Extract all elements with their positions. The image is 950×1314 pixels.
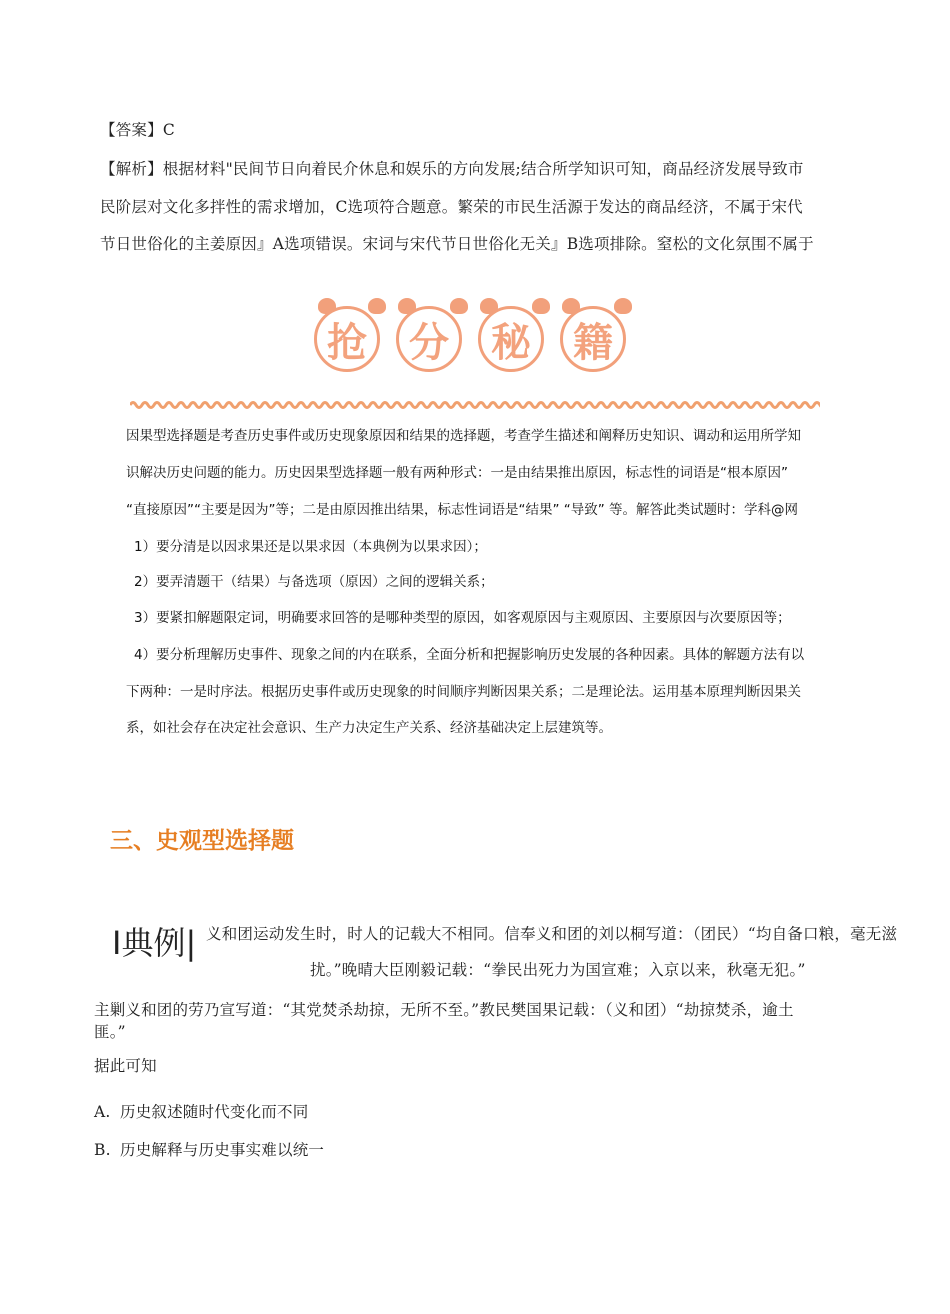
option-b-key: B. xyxy=(94,1141,111,1159)
tips-banner xyxy=(310,292,640,382)
question-line-4: 匪。” xyxy=(94,1023,126,1041)
tips-item-4-line-3: 系，如社会存在决定社会意识、生产力决定生产关系、经济基础决定上层建筑等。 xyxy=(126,720,612,736)
tips-item-1: 1）要分清是以因求果还是以果求因（本典例为以果求因）； xyxy=(134,539,487,555)
section-title: 三、史观型选择题 xyxy=(110,828,294,854)
option-b-text: 历史解释与历史事实难以统一 xyxy=(120,1141,325,1159)
banner-ear xyxy=(450,298,468,314)
question-line-3: 主剿义和团的劳乃宣写道：“其党焚杀劫掠，无所不至。”教民樊国果记载：（义和团）“劫掠焚杀，逾土 xyxy=(94,1001,794,1019)
example-tag: I典例| xyxy=(112,924,197,962)
banner-char-3: 秘 xyxy=(478,306,544,372)
analysis-line-1: 【解析】根据材料"民间节日向着民介休息和娱乐的方向发展;结合所学知识可知，商品经济发展导致市 xyxy=(100,160,804,178)
tips-item-4-line-1: 4）要分析理解历史事件、现象之间的内在联系，全面分析和把握影响历史发展的各种因素。具体的解题方法有以 xyxy=(134,647,805,663)
analysis-line-2: 民阶层对文化多拌性的需求增加，C选项符合题意。繁荣的市民生活源于发达的商品经济，不属于宋代 xyxy=(100,198,803,216)
tips-para-line-3: “直接原因”“主要是因为”等；二是由原因推出结果，标志性词语是“结果” “导致” 等。解答此类试题时：学科@网 xyxy=(126,502,799,518)
tips-para-line-2: 识解决历史问题的能力。历史因果型选择题一般有两种形式：一是由结果推出原因，标志性的词语是“根本原因” xyxy=(126,465,788,481)
analysis-line-3: 节日世俗化的主姜原因』A选项错误。宋词与宋代节日世俗化无关』B选项排除。窒松的文化氛围不属于 xyxy=(100,235,814,253)
answer-label: 【答案】 xyxy=(100,121,163,139)
answer-line xyxy=(100,118,175,140)
wave-divider xyxy=(130,398,820,412)
banner-ear xyxy=(614,298,632,314)
banner-ear xyxy=(368,298,386,314)
banner-char-4: 籍 xyxy=(560,306,626,372)
option-a xyxy=(94,1100,308,1122)
tips-item-3: 3）要紧扣解题限定词，明确要求回答的是哪种类型的原因，如客观原因与主观原因、主要原因与次要原因等； xyxy=(134,610,791,626)
option-a-key: A. xyxy=(94,1103,111,1121)
banner-char-1: 抢 xyxy=(314,306,380,372)
option-b xyxy=(94,1138,324,1160)
question-prompt: 据此可知 xyxy=(94,1057,157,1075)
banner-ear xyxy=(532,298,550,314)
tips-item-4-line-2: 下两种：一是时序法。根据历史事件或历史现象的时间顺序判断因果关系；二是理论法。运用基本原理判断因果关 xyxy=(126,684,801,700)
option-a-text: 历史叙述随时代变化而不同 xyxy=(120,1103,309,1121)
answer-value: C xyxy=(162,121,175,139)
question-line-1: 义和团运动发生时，时人的记载大不相同。信奉义和团的刘以桐写道：（团民）“均自备口粮，毫无滋 xyxy=(206,925,898,943)
question-line-2: 扰。”晚晴大臣刚毅记载：“拳民出死力为国宣难；入京以来，秋毫无犯。” xyxy=(310,961,806,979)
banner-char-2: 分 xyxy=(396,306,462,372)
tips-item-2: 2）要弄清题干（结果）与备选项（原因）之间的逻辑关系； xyxy=(134,574,494,590)
tips-para-line-1: 因果型选择题是考查历史事件或历史现象原因和结果的选择题，考查学生描述和阐释历史知识、调动和运用所学知 xyxy=(126,428,801,444)
